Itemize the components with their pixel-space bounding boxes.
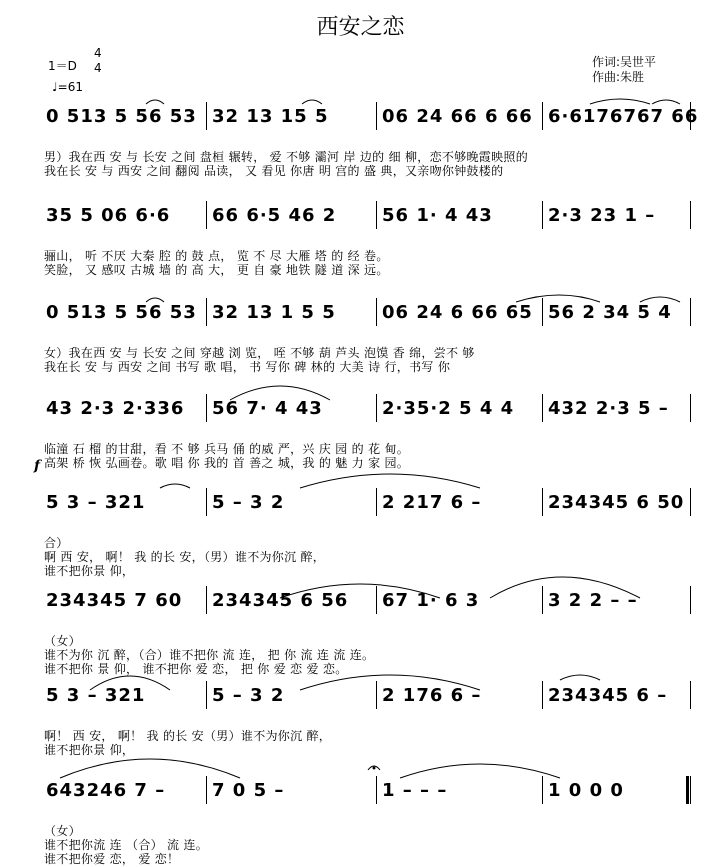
- measure: 32 13 15 5: [212, 106, 329, 127]
- measure: 0 513 5 56 53: [46, 302, 197, 323]
- measure: 35 5 06 6·6: [46, 205, 171, 226]
- lyric-line: （女）: [44, 634, 81, 648]
- measure: 432 2·3 5 –: [548, 398, 669, 419]
- slur: [516, 295, 600, 302]
- measure: 32 13 1 5 5: [212, 302, 336, 323]
- slur: [146, 298, 164, 302]
- lyric-line: 合）: [44, 536, 69, 550]
- lyric-line: 骊山， 听 不厌 大秦 腔 的 鼓 点， 览 不 尽 大雁 塔 的 经 卷。: [44, 249, 389, 263]
- measure: 1 – – –: [382, 780, 448, 801]
- lyric-line: 谁不把你爱 恋， 爱 恋！: [44, 852, 180, 866]
- slur: [302, 100, 322, 104]
- measure: 56 1· 4 43: [382, 205, 493, 226]
- lyric-line: （女）: [44, 824, 81, 838]
- measure: 1 0 0 0: [548, 780, 624, 801]
- measure: 56 7· 4 43: [212, 398, 323, 419]
- slur: [590, 99, 650, 104]
- measure: 2·3 23 1 –: [548, 205, 656, 226]
- lyric-line: 高架 桥 恢 弘画卷。歌 唱 你 我的 首 善之 城，我 的 魅 力 家 园。: [44, 456, 410, 470]
- measure: 06 24 66 6 66: [382, 106, 533, 127]
- lyric-line: 男）我在西 安 与 长安 之间 盘桓 辗转， 爱 不够 灞河 岸 边的 细 柳，恋不够晚霞映照的: [44, 150, 528, 164]
- slur: [640, 297, 680, 302]
- lyric-line: 临潼 石 榴 的甘甜，看 不 够 兵马 俑 的威 严，兴 庆 园 的 花 甸。: [44, 442, 410, 456]
- slur: [146, 100, 164, 104]
- meter-bottom: 4: [94, 61, 102, 75]
- lyric-line: 笑脸， 又 感叹 古城 墙 的 高 大， 更 自 豪 地铁 隧 道 深 远。: [44, 263, 389, 277]
- measure: 66 6·5 46 2: [212, 205, 337, 226]
- measure: 234345 6 –: [548, 685, 668, 706]
- measure: 5 – 3 2: [212, 492, 285, 513]
- slur: [400, 764, 560, 778]
- lyric-line: 我在长 安 与 西安 之间 翻阅 品读， 又 看见 你唐 明 宫的 盛 典，又亲吻你钟鼓楼的: [44, 164, 504, 178]
- measure: 43 2·3 2·336: [46, 398, 185, 419]
- meter-top: 4: [94, 46, 102, 60]
- slur: [300, 474, 480, 488]
- lyric-line: 我在长 安 与 西安 之间 书写 歌 唱， 书 写你 碑 林的 大美 诗 行，书写 你: [44, 360, 451, 374]
- slur: [60, 759, 240, 778]
- measure: 643246 7 –: [46, 780, 166, 801]
- lyric-line: 谁不把你景 仰，: [44, 564, 135, 578]
- slur: [490, 577, 640, 598]
- tempo-marking: ♩=61: [52, 80, 83, 94]
- lyric-line: 谁不把你流 连 （合） 流 连。: [44, 838, 209, 852]
- slur: [652, 100, 680, 104]
- fermata-dot: [373, 767, 376, 770]
- dynamic-forte: f: [34, 458, 41, 474]
- slur: [90, 676, 170, 690]
- slur: [560, 675, 600, 680]
- measure: 56 2 34 5 4: [548, 302, 672, 323]
- lyric-line: 谁不把你 景 仰， 谁不把你 爱 恋， 把 你 爱 恋 爱 恋。: [44, 662, 348, 676]
- measure: 7 0 5 –: [212, 780, 285, 801]
- slur: [230, 386, 330, 400]
- song-title: 西安之恋: [316, 15, 405, 40]
- composer: 作曲:朱胜: [592, 70, 645, 84]
- measure: 6·6176767 66: [548, 106, 699, 127]
- measure: 5 – 3 2: [212, 685, 285, 706]
- lyric-line: 啊！ 西 安， 啊！ 我 的长 安（男）谁不为你沉 醉，: [44, 729, 332, 743]
- slur: [160, 484, 190, 488]
- lyric-line: 女）我在西 安 与 长安 之间 穿越 浏 览， 咥 不够 葫 芦头 泡馍 香 绵，尝不 够: [44, 346, 475, 360]
- measure: 234345 7 60: [46, 590, 183, 611]
- lyric-line: 谁不为你 沉 醉，（合）谁不把你 流 连， 把 你 流 连 流 连。: [44, 648, 375, 662]
- lyric-line: 谁不把你景 仰，: [44, 743, 135, 757]
- measure: 234345 6 50: [548, 492, 685, 513]
- slur: [280, 584, 440, 598]
- measure: 2 217 6 –: [382, 492, 482, 513]
- measure: 06 24 6 66 65: [382, 302, 533, 323]
- measure: 2 176 6 –: [382, 685, 482, 706]
- measure: 5 3 – 321: [46, 685, 146, 706]
- measure: 234345 6 56: [212, 590, 349, 611]
- lyricist: 作词:吴世平: [592, 55, 657, 69]
- measure: 2·35·2 5 4 4: [382, 398, 515, 419]
- measure: 5 3 – 321: [46, 492, 146, 513]
- lyric-line: 啊 西 安， 啊！ 我 的长 安，（男）谁不为你沉 醉，: [44, 550, 326, 564]
- measure: 3 2 2 – –: [548, 590, 638, 611]
- measure: 67 1· 6 3: [382, 590, 480, 611]
- key-signature: 1＝D: [48, 59, 77, 73]
- slur: [300, 675, 480, 690]
- measure: 0 513 5 56 53: [46, 106, 197, 127]
